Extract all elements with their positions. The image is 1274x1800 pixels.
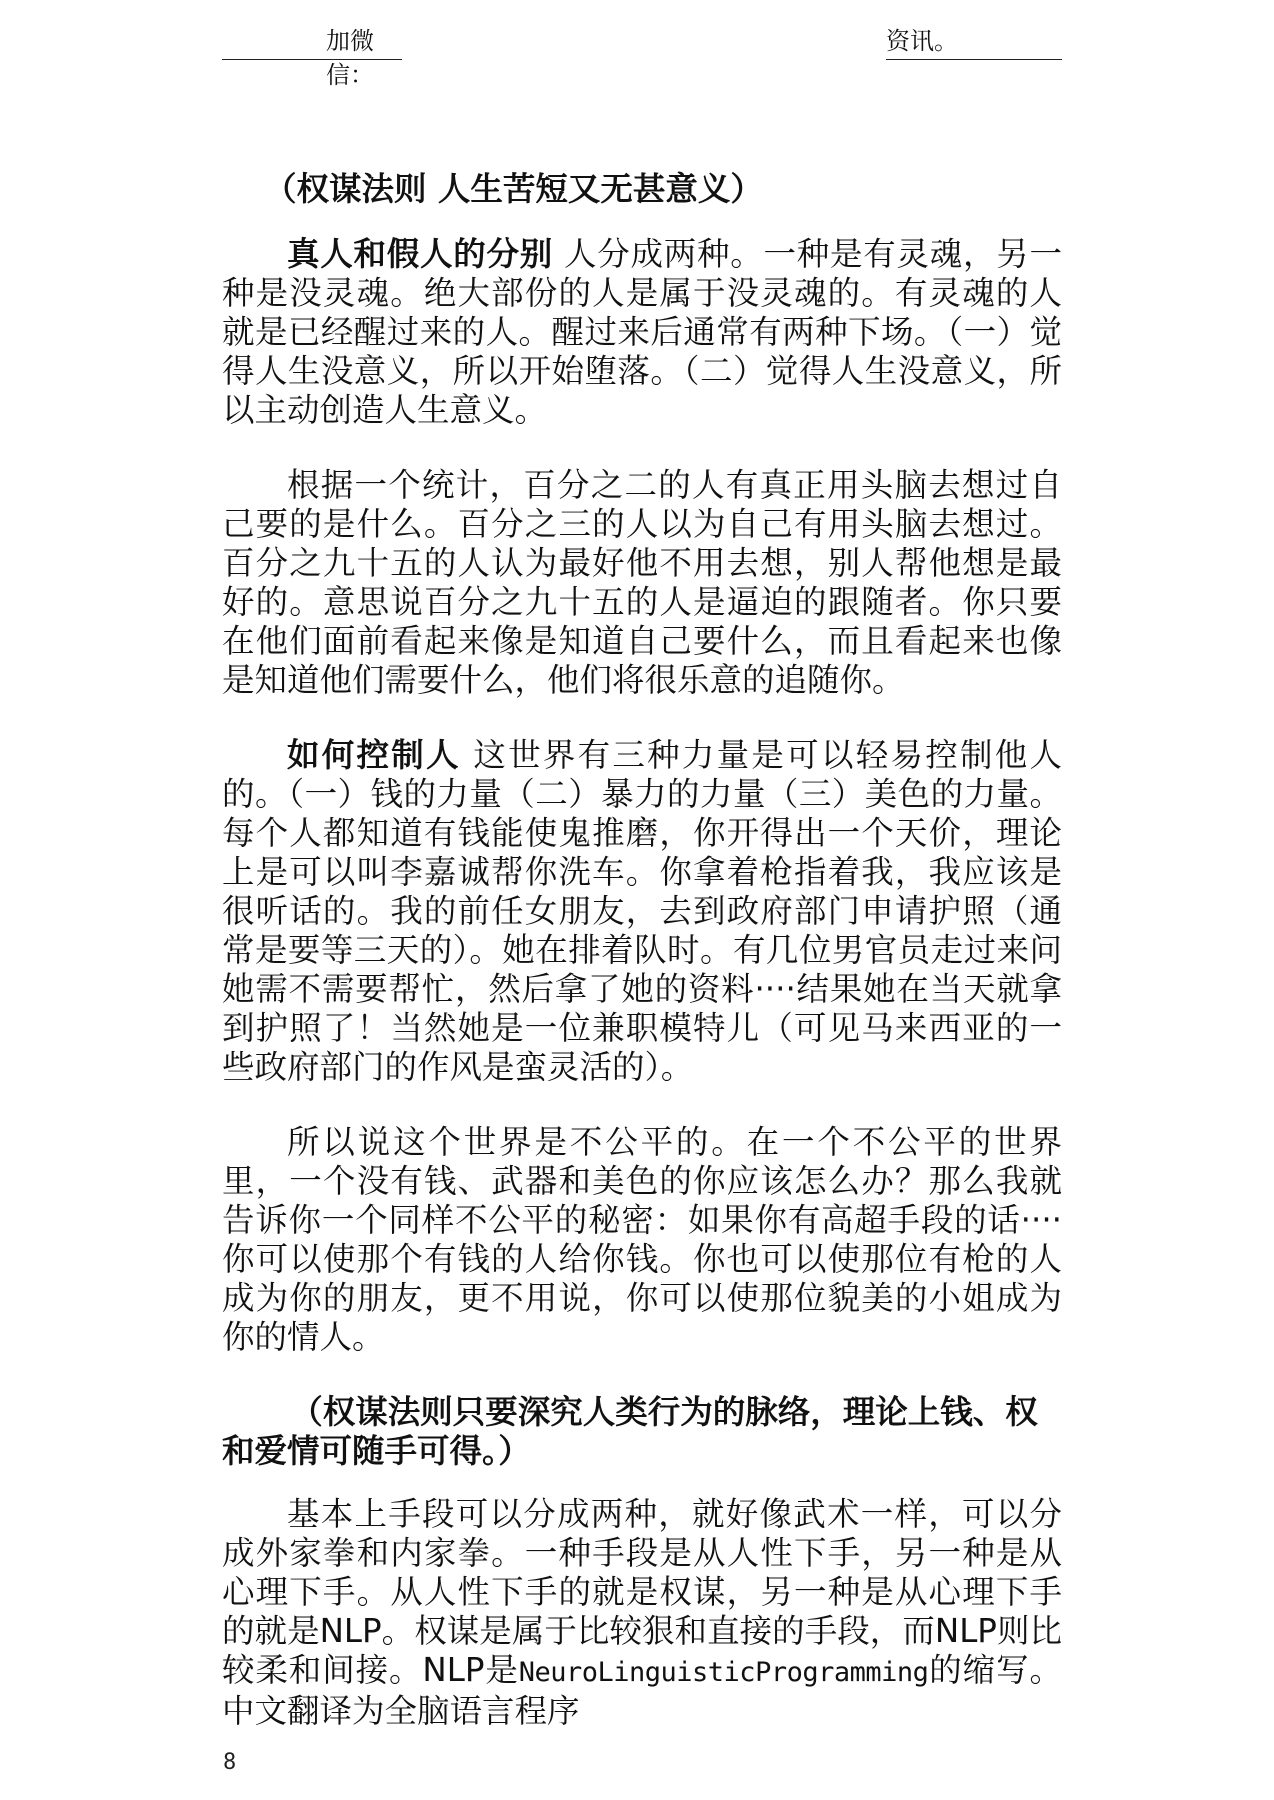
- paragraph-text: 这世界有三种力量是可以轻易控制他人的。（一）钱的力量（二）暴力的力量（三）美色的力量。每个人都知道有钱能使鬼推磨，你开得出一个天价，理论上是可以叫李嘉诚帮你洗车。你拿着枪指着我，我应该是很听话的。我的前任女朋友，去到政府部门申请护照（通常是要等三天的）。她在排着队时。有几位男官员走过来问她需不需要帮忙，然后拿了她的资料····结果她在当天就拿到护照了！当然她是一位兼职模特儿（可见马来西亚的一些政府部门的作风是蛮灵活的）。: [222, 736, 1062, 1086]
- paragraph-control-people: [222, 736, 1062, 1087]
- paragraph-lead: 如何控制人: [287, 736, 461, 774]
- paragraph-real-fake-people: [222, 235, 1062, 430]
- paragraph-text: 人分成两种。一种是有灵魂，另一种是没灵魂。绝大部份的人是属于没灵魂的。有灵魂的人就是已经醒过来的人。醒过来后通常有两种下场。（一）觉得人生没意义，所以开始堕落。（二）觉得人生没意义，所以主动创造人生意义。: [222, 235, 1062, 429]
- section-heading: （权谋法则 人生苦短又无甚意义）: [264, 170, 763, 208]
- nlp-full-name: NeuroLinguisticProgramming: [518, 1657, 929, 1688]
- header-left: 加微信：: [222, 24, 402, 60]
- paragraph-text: 基本上手段可以分成两种，就好像武术一样，可以分成外家拳和内家拳。一种手段是从人性下手，另一种是从心理下手。从人性下手的就是权谋，另一种是从心理下手的就是NLP。权谋是属于比较狠和直接的手段，而NLP则比较柔和间接。NLP是: [222, 1495, 1062, 1689]
- paragraph-text: 的缩写。中文翻译为全脑语言程序: [222, 1651, 1062, 1730]
- page-content: [222, 170, 1062, 1767]
- paragraph-means: [222, 1495, 1062, 1731]
- paragraph-lead: 真人和假人的分别: [287, 235, 553, 273]
- page-number: 8: [223, 1750, 237, 1775]
- paragraph-unfair-world: 所以说这个世界是不公平的。在一个不公平的世界里，一个没有钱、武器和美色的你应该怎么办？那么我就告诉你一个同样不公平的秘密：如果你有高超手段的话····你可以使那个有钱的人给你钱。你也可以使那位有枪的人成为你的朋友，更不用说，你可以使那位貌美的小姐成为你的情人。: [222, 1123, 1062, 1356]
- section-heading-2: （权谋法则只要深究人类行为的脉络，理论上钱、权和爱情可随手可得。）: [222, 1393, 1038, 1470]
- header-right: 资讯。: [886, 24, 1062, 60]
- paragraph-statistics: 根据一个统计，百分之二的人有真正用头脑去想过自己要的是什么。百分之三的人以为自己有用头脑去想过。百分之九十五的人认为最好他不用去想，别人帮他想是最好的。意思说百分之九十五的人是逼迫的跟随者。你只要在他们面前看起来像是知道自己要什么，而且看起来也像是知道他们需要什么，他们将很乐意的追随你。: [222, 466, 1062, 699]
